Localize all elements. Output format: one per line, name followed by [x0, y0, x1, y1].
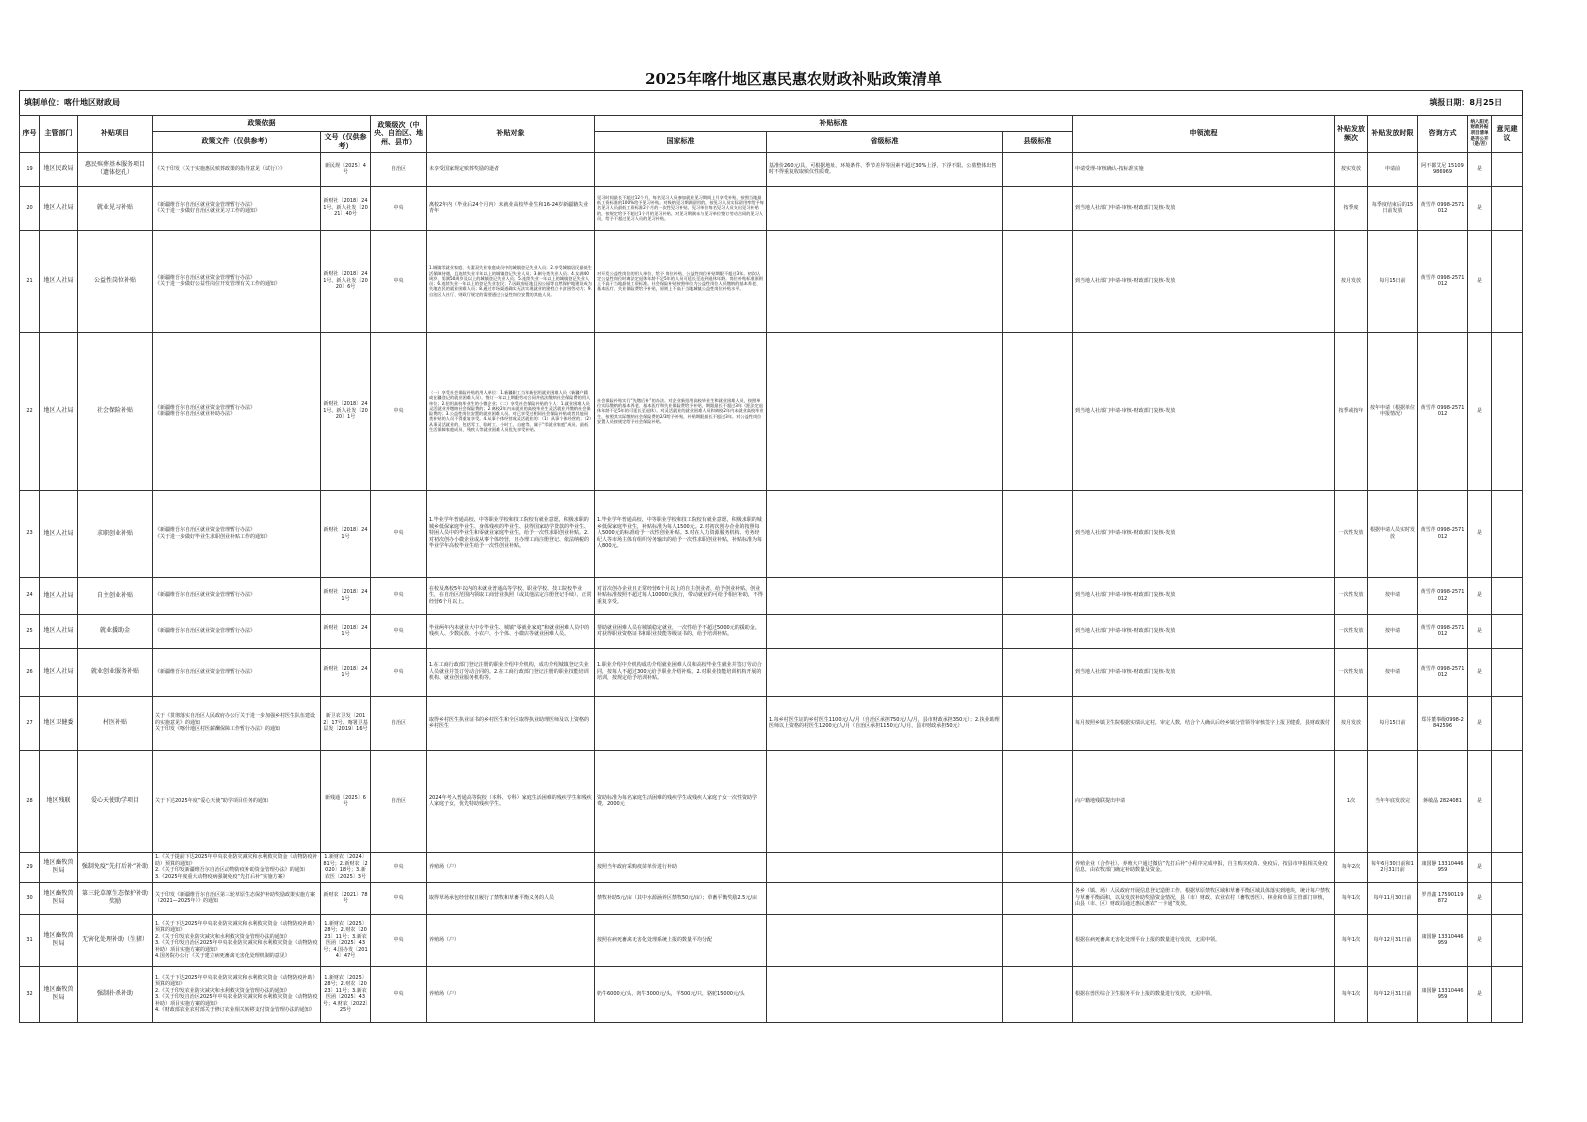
row-freq: 按月发放	[1335, 230, 1368, 332]
row-public: 是	[1468, 914, 1492, 966]
row-doc-number: 新卫农卫发〔2012〕17号、喀署卫基层发〔2019〕16号	[321, 696, 371, 750]
row-item: 第三轮草原生态保护补助奖励	[78, 882, 153, 914]
row-item: 就业见习补贴	[78, 186, 153, 230]
row-time: 每月15日前	[1368, 230, 1418, 332]
row-time: 每月15日前	[1368, 696, 1418, 750]
row-std-county	[1003, 852, 1073, 882]
row-target: 取得乡村医生执业证书的乡村医生和全区取得执业助理医师及以上资格的乡村医生	[427, 696, 595, 750]
header-standard: 补贴标准	[595, 116, 1073, 132]
row-policy-doc	[153, 914, 321, 966]
meta-row	[20, 91, 1523, 116]
table-row	[20, 914, 1523, 966]
page-title: 2025年喀什地区惠民惠农财政补贴政策清单	[645, 70, 942, 88]
row-std-province	[767, 614, 1003, 648]
policy-table	[19, 90, 1523, 1023]
header-basis: 政策依据	[153, 116, 371, 132]
row-std-county	[1003, 332, 1073, 490]
row-std-county	[1003, 230, 1073, 332]
row-process: 申请受理-审核确认-按标准实施	[1073, 152, 1335, 186]
row-freq: 一次性发放	[1335, 577, 1368, 614]
row-process: 到当地人社部门申请-审核-财政部门复核-发放	[1073, 577, 1335, 614]
row-item: 社会保险补贴	[78, 332, 153, 490]
row-item: 无害化处理补助（生猪）	[78, 914, 153, 966]
row-std-province	[767, 852, 1003, 882]
row-freq: 按月发放	[1335, 696, 1368, 750]
policy-doc-line: 1.《关于下达2025年中央农业防灾减灾和水利救灾资金（动物防疫补助）预算的通知》	[155, 920, 318, 933]
row-std-province	[767, 577, 1003, 614]
row-freq: 每年1次	[1335, 966, 1368, 1022]
policy-doc-line: 关于印发《新疆维吾尔自治区第三轮草原生态保护补助奖励政策实施方案（2021—2025年）》的通知	[155, 891, 316, 904]
row-level: 中央	[371, 914, 427, 966]
row-dept: 地区人社局	[40, 648, 78, 696]
row-public: 是	[1468, 152, 1492, 186]
row-dept: 地区人社局	[40, 230, 78, 332]
row-target: 1.城镇零就业家庭、夫妻双失业家庭成员中的城镇登记失业人员；2.享受城镇居民最低生活保障待遇，且连续失业半年以上的城镇登记失业人员；3.制分类失业人员；4.女满40周岁、男满50周岁及以上的城镇登记失业人员；5.连续失业一年以上的城镇登记失业人员；6.连续失业一年以上的登记失业农民；7.因政府征地且因公园等自然保护地建设成为失地农民的就业困难人员；8.通过市场渠道确实无法实现就业的建档立卡贫困劳动力；9.自治区人社厅、财政厅规定的需要通过公益性岗位安置的其他人员。	[427, 230, 595, 332]
row-policy-doc	[153, 966, 321, 1022]
row-dept: 地区人社局	[40, 614, 78, 648]
row-process: 到当地人社部门申请-审核-财政部门复核-发放	[1073, 230, 1335, 332]
row-advice	[1492, 614, 1523, 648]
row-process: 到当地人社部门申请-审核-财政部门复核-发放	[1073, 332, 1335, 490]
row-item: 就业援助金	[78, 614, 153, 648]
row-dept: 地区人社局	[40, 186, 78, 230]
row-std-national: 1.职业介绍中介机构成功介绍就业困难人员和高校毕业生就业并签订劳动合同，按每人不超过300元给予职业介绍补贴。2.对职业技能培训机构开展的培训，按规定给予培训补贴。	[595, 648, 767, 696]
row-contact: 阿不都艾尼 15109986969	[1418, 152, 1468, 186]
row-time: 按年申请（根据单位申报情况）	[1368, 332, 1418, 490]
row-contact: 康国静 13310446959	[1418, 966, 1468, 1022]
row-advice	[1492, 577, 1523, 614]
row-advice	[1492, 750, 1523, 852]
row-std-county	[1003, 152, 1073, 186]
row-advice	[1492, 332, 1523, 490]
row-std-county	[1003, 577, 1073, 614]
row-doc-number: 新财社〔2018〕241号	[321, 648, 371, 696]
row-item: 就业创业服务补贴	[78, 648, 153, 696]
row-std-national: 见习时间最长不超过12个月，每名见习人员参加就业见习期间上月享受补贴，按照当地最低工资标准的100%给予见习补贴。对吸纳见习期满留用的，按见习人员实际留用率给予每名见习人员最低工资标准2个月的一次性见习补贴。见习单位每名见习人员支出见习补贴的，按规定给予不超过1个月的见习补贴。对见习期满未与见习单位签订劳动合同的见习人员，给予不超过见习人员的见习补贴。	[595, 186, 767, 230]
row-policy-doc	[153, 614, 321, 648]
row-time: 每年11月30日前	[1368, 882, 1418, 914]
row-doc-number: 1.新财农〔2024〕81号；2.新财农〔2020〕18号；3.新农医〔2025〕3号	[321, 852, 371, 882]
table-row	[20, 230, 1523, 332]
policy-doc-line: 3.《关于印发自治区2025年中央农业防灾减灾和水利救灾资金（动物防疫补助）项目实施方案的通知》	[155, 940, 318, 953]
row-std-province	[767, 186, 1003, 230]
row-std-national: 对开发公益性岗位的用人单位，给予 岗位补贴、公益性岗位补贴期限不超过3年。初次认定公益性岗位时离法定退休年龄不足5年的人员可延长至达到退休年龄。岗位补贴标准原则上不高于当地最低工资标准。社会保险补贴按照单位为公益性岗位人员缴纳的基本养老、基本医疗、失业保险费给予补贴，原则上不高于当地城镇公益性岗位补贴水平。	[595, 230, 767, 332]
row-public: 是	[1468, 230, 1492, 332]
row-contact: 黄雪芹 0998-2571012	[1418, 332, 1468, 490]
row-target: （一）享受社会保险补贴的用人单位：1.新疆职工当年新招用就业困难人员（新疆户籍或在疆登记的就业困难人员），签订一年以上期限劳动合同并依法缴纳社会保险费的用人单位；2.招用高校毕业生的小微企业；（二）享受社会保险补贴的个人：1.就业困难人员灵活就业并缴纳社会保险费的；2.离校2年内未就业的高校毕业生灵活就业并缴纳社会保险费的；3.公益性岗位安置的就业困难人员。对已享受过相同社会保险补贴或者其他同类补贴的人员不得重复享受。4.从事个体经营或灵活就业的：（1）从事个体经营的；（2）从事灵活就业的，包括零工、临时工、小时工、自雇等。属于“零就业家庭”成员、最低生活保障家庭成员、残疾人等就业困难人员优先享受补贴。	[427, 332, 595, 490]
row-std-national: 按照当年政府采购疫苗单价进行补助	[595, 852, 767, 882]
row-doc-number: 新财农〔2021〕78号	[321, 882, 371, 914]
row-process: 向户籍地残联提出申请	[1073, 750, 1335, 852]
row-level: 中央	[371, 577, 427, 614]
row-level: 中央	[371, 852, 427, 882]
row-policy-doc	[153, 750, 321, 852]
table-row	[20, 614, 1523, 648]
row-advice	[1492, 882, 1523, 914]
row-target: 养殖场（户）	[427, 966, 595, 1022]
row-advice	[1492, 914, 1523, 966]
header-basis-no: 文号（仅供参考）	[321, 132, 371, 153]
row-seq: 29	[20, 852, 40, 882]
row-std-province	[767, 914, 1003, 966]
header-std-province: 省级标准	[767, 132, 1003, 153]
row-std-province: 1.每乡村医生证的乡村医生1100元/人/月（自治区承担750元/人/月，县市财政承担350元）；2.执业助理医师以上资格的村医生1200元/人/月（自治区承担1150元/人/月，县市财政承担50元）	[767, 696, 1003, 750]
row-time: 按申请	[1368, 614, 1418, 648]
row-dept: 地区人社局	[40, 577, 78, 614]
row-doc-number: 新财社〔2018〕241号	[321, 614, 371, 648]
row-seq: 27	[20, 696, 40, 750]
row-contact: 康国静 13310446959	[1418, 852, 1468, 882]
policy-doc-line: 《新疆维吾尔自治区就业资金管理暂行办法》	[155, 627, 256, 634]
row-policy-doc	[153, 152, 321, 186]
header-target: 补贴对象	[427, 116, 595, 153]
row-target: 养殖场（户）	[427, 914, 595, 966]
row-target: 1.在工商行政部门登记注册的职业介绍中介机构，成功介绍城镇登记失业人员就业并签订劳动合同的。2.在工商行政部门登记注册的职业技能培训机构、就业创业服务机构等。	[427, 648, 595, 696]
row-std-county	[1003, 490, 1073, 577]
row-level: 中央	[371, 966, 427, 1022]
row-target: 未享受国家规定殡葬奖励的逝者	[427, 152, 595, 186]
row-seq: 22	[20, 332, 40, 490]
row-target: 2024年考入普通高等院校（本科、专科）家庭生活困难的残疾学生和残疾人家庭子女，优先特助残疾学生。	[427, 750, 595, 852]
row-advice	[1492, 852, 1523, 882]
policy-doc-line: 4.国务院办公厅《关于建立病死畜禽无害化处理机制的意见》	[155, 953, 290, 959]
row-freq: 1次	[1335, 750, 1368, 852]
table-row	[20, 186, 1523, 230]
row-std-national: 1.毕业学年普通高校、中等职业学校和技工院校有就业意愿，积极求职的城乡低保家庭毕业生，补贴标准为每人1500元。2.对初次创办企业的按照每人5000元的标准给予一次性创业补贴。3.对在人力资源服务机构、劳务经纪人等市场主体有组织劳务输出的给予一次性求职创业补贴，补贴标准为每人800元。	[595, 490, 767, 577]
policy-doc-line: 《新疆维吾尔自治区就业资金管理暂行办法》	[155, 404, 256, 411]
policy-doc-line: 2.《关于印发农业防灾减灾和水利救灾资金管理办法的通知》	[155, 933, 290, 940]
row-item: 爱心天使助学项目	[78, 750, 153, 852]
row-seq: 24	[20, 577, 40, 614]
row-target: 取得草场承包经营权且履行了禁牧和草畜平衡义务的人员	[427, 882, 595, 914]
table-row	[20, 577, 1523, 614]
row-std-national: 社会保险补贴实行“先缴后补”的办法。对企业新招用高校毕业生和就业困难人员，按照单位实际缴纳的基本养老、基本医疗和失业保险费给予补贴，期限最长不超过3年（距法定退休年龄不足5年的可延长至退休）。对灵活就业的就业困难人员和离校2年内未就业高校毕业生，按照其实际缴纳社会保险费的2/3给予补贴，补贴期限最长不超过3年。对公益性岗位安置人员按规定给予社会保险补贴。	[595, 332, 767, 490]
header-freq: 补贴发放频次	[1335, 116, 1368, 153]
row-level: 中央	[371, 230, 427, 332]
row-freq: 一次性发放	[1335, 490, 1368, 577]
policy-doc-line: 《关于进一步做好毕业生求职创业补贴工作的通知》	[155, 533, 271, 540]
row-level: 自治区	[371, 696, 427, 750]
row-public: 是	[1468, 882, 1492, 914]
table-row	[20, 966, 1523, 1022]
row-dept: 地区卫健委	[40, 696, 78, 750]
row-level: 中央	[371, 490, 427, 577]
table-row	[20, 648, 1523, 696]
policy-doc-line: 《新疆维吾尔自治区就业资金管理暂行办法》	[155, 201, 256, 208]
row-advice	[1492, 230, 1523, 332]
row-contact: 罗青鑫 17590119872	[1418, 882, 1468, 914]
row-std-province	[767, 882, 1003, 914]
header-item: 补贴项目	[78, 116, 153, 153]
row-std-province	[767, 966, 1003, 1022]
table-row	[20, 852, 1523, 882]
policy-doc-line: 关于下达2025年度“爱心天使”助学项目任务的通知	[155, 797, 268, 804]
row-public: 是	[1468, 614, 1492, 648]
header-level: 政策级次（中央、自治区、地州、县市）	[371, 116, 427, 153]
row-advice	[1492, 152, 1523, 186]
row-process: 各乡（镇、场）人民政府开展信息登记造册工作，根据草原禁牧区域和草畜平衡区域具体落实到地块，统计每户禁牧与草畜平衡面积，以及发放补助奖励资金情况，县（市）财政、农业农村（畜牧兽医）、林业和草原主管部门审核，由县（市、区）财政局通过惠民惠农“一卡通”发放。	[1073, 882, 1335, 914]
row-seq: 31	[20, 914, 40, 966]
row-seq: 20	[20, 186, 40, 230]
policy-doc-line: 3.《2025年度重大动物疫病强制免疫“先打后补”实施方案》	[155, 873, 288, 880]
table-row	[20, 490, 1523, 577]
row-std-county	[1003, 750, 1073, 852]
row-target: 1.毕业学年普通高校、中等职业学校和技工院校有就业意愿，积极求职的城乡低保家庭毕业生、身体残疾的毕业生、获得国家助学贷款的毕业生、特困人员中的毕业生和零就业家庭毕业生，给予一次性求职创业补贴。2.对初次创办小微企业或从事个体经营，且办理工商注册登记、依法纳税的毕业学年高校毕业生给予一次性创业补贴。	[427, 490, 595, 577]
row-public: 是	[1468, 966, 1492, 1022]
row-doc-number: 新财社〔2018〕241号、新人社发〔2020〕6号	[321, 230, 371, 332]
row-seq: 28	[20, 750, 40, 852]
row-public: 是	[1468, 852, 1492, 882]
row-advice	[1492, 648, 1523, 696]
policy-doc-line: 《新疆维吾尔自治区就业补助办法》	[155, 411, 236, 417]
header-contact: 咨询方式	[1418, 116, 1468, 153]
row-item: 村医补贴	[78, 696, 153, 750]
fill-date: 填报日期：8月25日	[767, 91, 1523, 116]
row-std-national: 按照在病死畜禽无害化处理系统上报的数量平均分配	[595, 914, 767, 966]
policy-doc-line: 2.《关于印发新疆维吾尔自治区动物防疫补助资金管理办法》的通知	[155, 867, 305, 873]
row-process: 根据在病死畜禽无害化处理平台上报的数量进行发放，无需申领。	[1073, 914, 1335, 966]
row-time: 每年6月30日前和12月31日前	[1368, 852, 1418, 882]
row-policy-doc	[153, 230, 321, 332]
row-time: 按申请	[1368, 577, 1418, 614]
row-seq: 30	[20, 882, 40, 914]
row-std-province	[767, 332, 1003, 490]
row-std-national: 对首次创办企业且正常经营6个月以上的自主创业者，给予创业补贴。创业补贴标准按照不超过每人10000元执行，带动就业的可给予相应补助，不得重复享受。	[595, 577, 767, 614]
row-doc-number: 新财社〔2018〕241号、新人社发〔2020〕1号	[321, 332, 371, 490]
policy-doc-line: 1.《关于下达2025年中央农业防灾减灾和水利救灾资金（动物防疫补助）预算的通知》	[155, 974, 318, 987]
row-seq: 19	[20, 152, 40, 186]
row-policy-doc	[153, 696, 321, 750]
row-seq: 26	[20, 648, 40, 696]
row-advice	[1492, 490, 1523, 577]
row-public: 是	[1468, 332, 1492, 490]
row-std-province	[767, 490, 1003, 577]
row-policy-doc	[153, 648, 321, 696]
row-time: 按申请	[1368, 648, 1418, 696]
row-doc-number: 新民规〔2025〕4号	[321, 152, 371, 186]
row-policy-doc	[153, 490, 321, 577]
row-advice	[1492, 966, 1523, 1022]
row-contact: 黄雪芹 0998-2571012	[1418, 490, 1468, 577]
row-public: 是	[1468, 750, 1492, 852]
row-contact: 蒋敏晶 2824081	[1418, 750, 1468, 852]
row-contact: 黄雪芹 0998-2571012	[1418, 648, 1468, 696]
row-level: 自治区	[371, 750, 427, 852]
header-seq: 序号	[20, 116, 40, 153]
row-std-county	[1003, 186, 1073, 230]
row-freq: 每年1次	[1335, 914, 1368, 966]
row-target: 在校及离校5年以内的未就业普通高等学校、职业学校、技工院校毕业生，在自治区范围内领取工商营业执照（或其他法定注册登记手续）、正常经营6个月以上。	[427, 577, 595, 614]
row-freq: 一次性发放	[1335, 614, 1368, 648]
policy-doc-line: 《关于进一步做好自治区就业见习工作的通知》	[155, 208, 261, 214]
table-row	[20, 750, 1523, 852]
row-std-county	[1003, 696, 1073, 750]
row-contact: 黄雪芹 0998-2571012	[1418, 186, 1468, 230]
policy-doc-line: 《新疆维吾尔自治区就业资金管理暂行办法》	[155, 668, 256, 675]
policy-doc-line: 《新疆维吾尔自治区就业资金管理暂行办法》	[155, 592, 256, 599]
table-body	[20, 152, 1523, 1022]
header-time: 补贴发放时限	[1368, 116, 1418, 153]
row-time: 每季度结束后的15日前发放	[1368, 186, 1418, 230]
table-row	[20, 332, 1523, 490]
row-freq: 每年2次	[1335, 852, 1368, 882]
header-row-1	[20, 116, 1523, 132]
row-dept: 地区畜牧兽医局	[40, 966, 78, 1022]
row-process: 到当地人社部门申请-审核-财政部门复核-发放	[1073, 614, 1335, 648]
row-level: 中央	[371, 332, 427, 490]
row-advice	[1492, 696, 1523, 750]
row-process: 根据在兽医综合卫生服务平台上报的数量进行发放，无需申领。	[1073, 966, 1335, 1022]
row-std-province: 基准价260元/具，可根据地址、环境条件、季节差异等因素不超过30%上浮，下浮不限。公墓整体出售时不得重复收取殡仪性质费。	[767, 152, 1003, 186]
policy-doc-line: 《新疆维吾尔自治区就业资金管理暂行办法》	[155, 527, 256, 533]
header-basis-doc: 政策文件（仅供参考）	[153, 132, 321, 153]
row-std-national	[595, 152, 767, 186]
policy-doc-line: 《新疆维吾尔自治区就业资金管理暂行办法》	[155, 274, 256, 281]
header-advice: 意见建议	[1492, 116, 1523, 153]
row-process: 到当地人社部门申请-审核-财政部门复核-发放	[1073, 648, 1335, 696]
row-seq: 32	[20, 966, 40, 1022]
row-process: 每月按照乡镇卫生院根据实绩认定村，审定人数，结合个人确认后经乡镇分管领导审核签字上报卫健委，县财政拨付	[1073, 696, 1335, 750]
row-item: 自主创业补贴	[78, 577, 153, 614]
row-level: 中央	[371, 186, 427, 230]
row-seq: 21	[20, 230, 40, 332]
row-item: 公益性岗位补贴	[78, 230, 153, 332]
row-time: 每年12月31日前	[1368, 966, 1418, 1022]
header-process: 申领流程	[1073, 116, 1335, 153]
row-std-national	[595, 696, 767, 750]
row-policy-doc	[153, 852, 321, 882]
row-dept: 地区民政局	[40, 152, 78, 186]
row-target: 毕业两年内未就业大中专毕业生、城镇“零就业家庭”和就业困难人员中的残疾人、少数民族、小农户、小个体、小微店等就业困难人员。	[427, 614, 595, 648]
row-doc-number: 新财社〔2018〕241号、新人社发〔2021〕40号	[321, 186, 371, 230]
row-dept: 地区残联	[40, 750, 78, 852]
row-std-county	[1003, 648, 1073, 696]
row-std-county	[1003, 614, 1073, 648]
row-advice	[1492, 186, 1523, 230]
row-doc-number: 新财社〔2018〕241号	[321, 577, 371, 614]
header-std-national: 国家标准	[595, 132, 767, 153]
row-doc-number: 新残通〔2025〕6号	[321, 750, 371, 852]
row-target: 离校2年内（毕业后24个月内）未就业高校毕业生和16-24岁新疆籍失业青年	[427, 186, 595, 230]
row-doc-number: 新财社〔2018〕241号	[321, 490, 371, 577]
header-public: 纳入阳光财政补贴项目清单是否公开（是/否）	[1468, 116, 1492, 153]
policy-doc-line: 《关于进一步做好公益性岗位开发管理有关工作的通知》	[155, 281, 281, 287]
row-std-county	[1003, 882, 1073, 914]
row-dept: 地区人社局	[40, 332, 78, 490]
row-time: 每年12月31日前	[1368, 914, 1418, 966]
row-process: 到当地人社部门申请-审核-财政部门复核-发放	[1073, 490, 1335, 577]
row-time: 当年年底发放完	[1368, 750, 1418, 852]
row-policy-doc	[153, 882, 321, 914]
row-public: 是	[1468, 577, 1492, 614]
policy-doc-line: 关于印发《喀什地区村医薪酬保障工作暂行办法》的通知	[155, 726, 281, 733]
row-freq: 按实发放	[1335, 152, 1368, 186]
table-row	[20, 696, 1523, 750]
row-item: 求职创业补贴	[78, 490, 153, 577]
row-level: 中央	[371, 882, 427, 914]
row-doc-number: 1.新财农〔2025〕28号；2.财农〔2023〕11号；3.新农医函〔2025〕43号；4.国办发〔2014〕47号	[321, 914, 371, 966]
row-seq: 25	[20, 614, 40, 648]
row-public: 是	[1468, 490, 1492, 577]
row-item: 强制免疫“先打后补”补助	[78, 852, 153, 882]
row-dept: 地区畜牧兽医局	[40, 852, 78, 882]
row-level: 自治区	[371, 152, 427, 186]
row-freq: 一次性发放	[1335, 648, 1368, 696]
policy-doc-line: 2.《关于印发农业防灾减灾和水利救灾资金管理办法的通知》	[155, 987, 290, 994]
row-doc-number: 1.新财农〔2025〕28号；2.财农〔2023〕11号；3.新农医函〔2025〕43号；4.财农〔2022〕25号	[321, 966, 371, 1022]
row-level: 中央	[371, 648, 427, 696]
row-policy-doc	[153, 332, 321, 490]
row-time: 申请前	[1368, 152, 1418, 186]
row-policy-doc	[153, 577, 321, 614]
row-public: 是	[1468, 186, 1492, 230]
row-contact: 康国静 13310446959	[1418, 914, 1468, 966]
row-freq: 按季度	[1335, 186, 1368, 230]
table-row	[20, 882, 1523, 914]
row-level: 中央	[371, 614, 427, 648]
header-dept: 主管部门	[40, 116, 78, 153]
row-item: 惠民殡葬基本服务项目（遗体挖孔）	[78, 152, 153, 186]
row-std-national: 奶牛6000元/头，肉牛3000元/头，羊500元/只，骆驼15000元/头	[595, 966, 767, 1022]
row-std-national: 资助标准为每名家庭生活困难的残疾学生或残疾人家庭子女一次性资助学费，2000元	[595, 750, 767, 852]
row-contact: 郑芬董事级0998-2842596	[1418, 696, 1468, 750]
row-seq: 23	[20, 490, 40, 577]
row-target: 养殖场（户）	[427, 852, 595, 882]
row-process: 到当地人社部门申请-审核-财政部门复核-发放	[1073, 186, 1335, 230]
row-std-national: 禁牧补助5元/亩（其中水源涵养区禁牧50元/亩）；草畜平衡奖励2.5元/亩	[595, 882, 767, 914]
row-item: 强制扑杀补助	[78, 966, 153, 1022]
row-policy-doc	[153, 186, 321, 230]
row-dept: 地区人社局	[40, 490, 78, 577]
row-process: 养殖企业（合作社）、养殖大户通过微信“先打后补”小程序完成申报，自主购买疫苗、免疫后，按县市申报相关免疫信息，由农牧部门确定补助数量及资金。	[1073, 852, 1335, 882]
policy-doc-line: 关于《贯彻落实自治区人民政府办公厅关于进一步加强乡村医生队伍建设的实施意见》的通知	[155, 713, 316, 726]
row-std-national: 帮助就业困难人员在城镇稳定就业，一次性给予不超过5000元的援助金。对获得职业资格证书和职业技能等级证书的，给予培训补贴。	[595, 614, 767, 648]
row-time: 根据申请人员实时发放	[1368, 490, 1418, 577]
fill-unit: 填制单位：喀什地区财政局	[20, 91, 767, 116]
row-freq: 按季或按年	[1335, 332, 1368, 490]
row-contact: 黄雪芹 0998-2571012	[1418, 230, 1468, 332]
row-dept: 地区畜牧兽医局	[40, 882, 78, 914]
policy-doc-line: 《关于印发〈关于实施惠民殡葬政策的指导意见（试行）〉》	[155, 165, 286, 172]
row-std-province	[767, 648, 1003, 696]
row-std-province	[767, 230, 1003, 332]
row-contact: 黄雪芹 0998-2571012	[1418, 577, 1468, 614]
row-std-county	[1003, 966, 1073, 1022]
row-contact: 黄雪芹 0998-2571012	[1418, 614, 1468, 648]
row-std-province	[767, 750, 1003, 852]
row-public: 是	[1468, 696, 1492, 750]
table-row	[20, 152, 1523, 186]
row-dept: 地区畜牧兽医局	[40, 914, 78, 966]
policy-doc-line: 3.《关于印发自治区2025年中央农业防灾减灾和水利救灾资金（动物防疫补助）项目实施方案的通知》	[155, 994, 318, 1007]
row-freq: 每年1次	[1335, 882, 1368, 914]
row-public: 是	[1468, 648, 1492, 696]
policy-doc-line: 4.《财政部农业农村部关于修订农业相关转移支付资金管理办法的通知》	[155, 1007, 315, 1013]
row-std-county	[1003, 914, 1073, 966]
header-std-county: 县级标准	[1003, 132, 1073, 153]
policy-doc-line: 1.《关于提前下达2025年中央农业防灾减灾和水利救灾资金（动物防疫补助）预算的通知》	[155, 854, 318, 867]
